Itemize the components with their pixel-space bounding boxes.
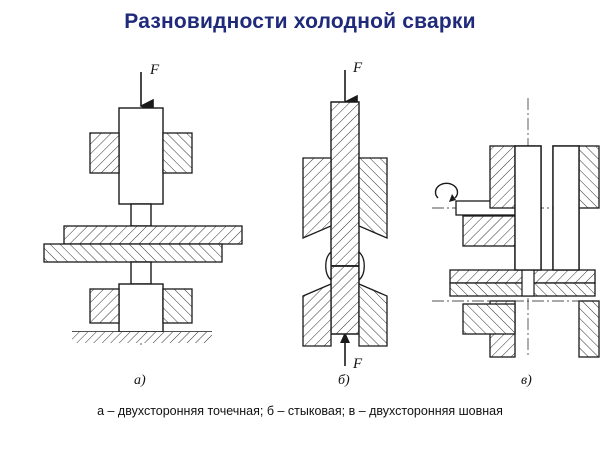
panel-b-force-label-top: F bbox=[353, 60, 363, 76]
panel-a-upper-holder-left bbox=[90, 133, 119, 173]
panel-a-force-label: F bbox=[150, 62, 160, 78]
panel-v-weld-nugget bbox=[522, 270, 534, 296]
welding-diagram bbox=[0, 46, 600, 396]
panel-a bbox=[44, 62, 242, 388]
panel-b-flash-right bbox=[359, 252, 364, 280]
panel-a-upper-holder-right bbox=[163, 133, 192, 173]
panel-v-frame-mid-left bbox=[463, 216, 515, 246]
panel-v-frame-upper-right bbox=[579, 146, 599, 208]
panel-v-frame-lower-right bbox=[579, 301, 599, 357]
panel-b bbox=[303, 60, 387, 388]
figure-caption: а – двухсторонняя точечная; б – стыковая; в – двухсторонняя шовная bbox=[97, 404, 503, 418]
panel-a-label: а) bbox=[134, 373, 146, 388]
panel-v-frame-upper-left bbox=[490, 146, 515, 208]
panel-a-lower-holder-left bbox=[90, 289, 119, 323]
panel-a-lower-electrode bbox=[119, 284, 163, 332]
panel-a-lower-electrode-tip bbox=[131, 262, 151, 284]
panel-a-upper-workpiece bbox=[64, 226, 242, 244]
panel-a-ground-hatch bbox=[72, 332, 212, 343]
panel-v-upper-roller-front bbox=[515, 146, 541, 270]
panel-b-label: б) bbox=[338, 373, 350, 388]
page-title: Разновидности холодной сварки bbox=[124, 10, 476, 33]
panel-b-upper-rod bbox=[331, 102, 359, 266]
panel-b-clamp-lower-right bbox=[359, 284, 387, 346]
panel-v bbox=[432, 98, 599, 388]
panel-b-flash-left bbox=[326, 252, 331, 280]
panel-b-clamp-upper-right bbox=[359, 158, 387, 238]
panel-a-lower-workpiece bbox=[44, 244, 222, 262]
panel-a-upper-electrode bbox=[119, 108, 163, 204]
panel-b-clamp-upper-left bbox=[303, 158, 331, 238]
panel-a-lower-holder-right bbox=[163, 289, 192, 323]
panel-b-lower-rod bbox=[331, 266, 359, 334]
panel-b-force-label-bottom: F bbox=[353, 356, 363, 372]
panel-b-clamp-lower-left bbox=[303, 284, 331, 346]
panel-v-rotation-arc bbox=[436, 183, 458, 198]
panel-a-upper-electrode-tip bbox=[131, 204, 151, 226]
diagram-svg bbox=[0, 46, 600, 396]
panel-v-lower-roller-front bbox=[553, 146, 579, 270]
panel-v-label: в) bbox=[521, 373, 532, 388]
panel-v-rotation-arrowhead bbox=[449, 194, 456, 202]
panel-v-frame-mid-left-lower bbox=[463, 304, 515, 334]
